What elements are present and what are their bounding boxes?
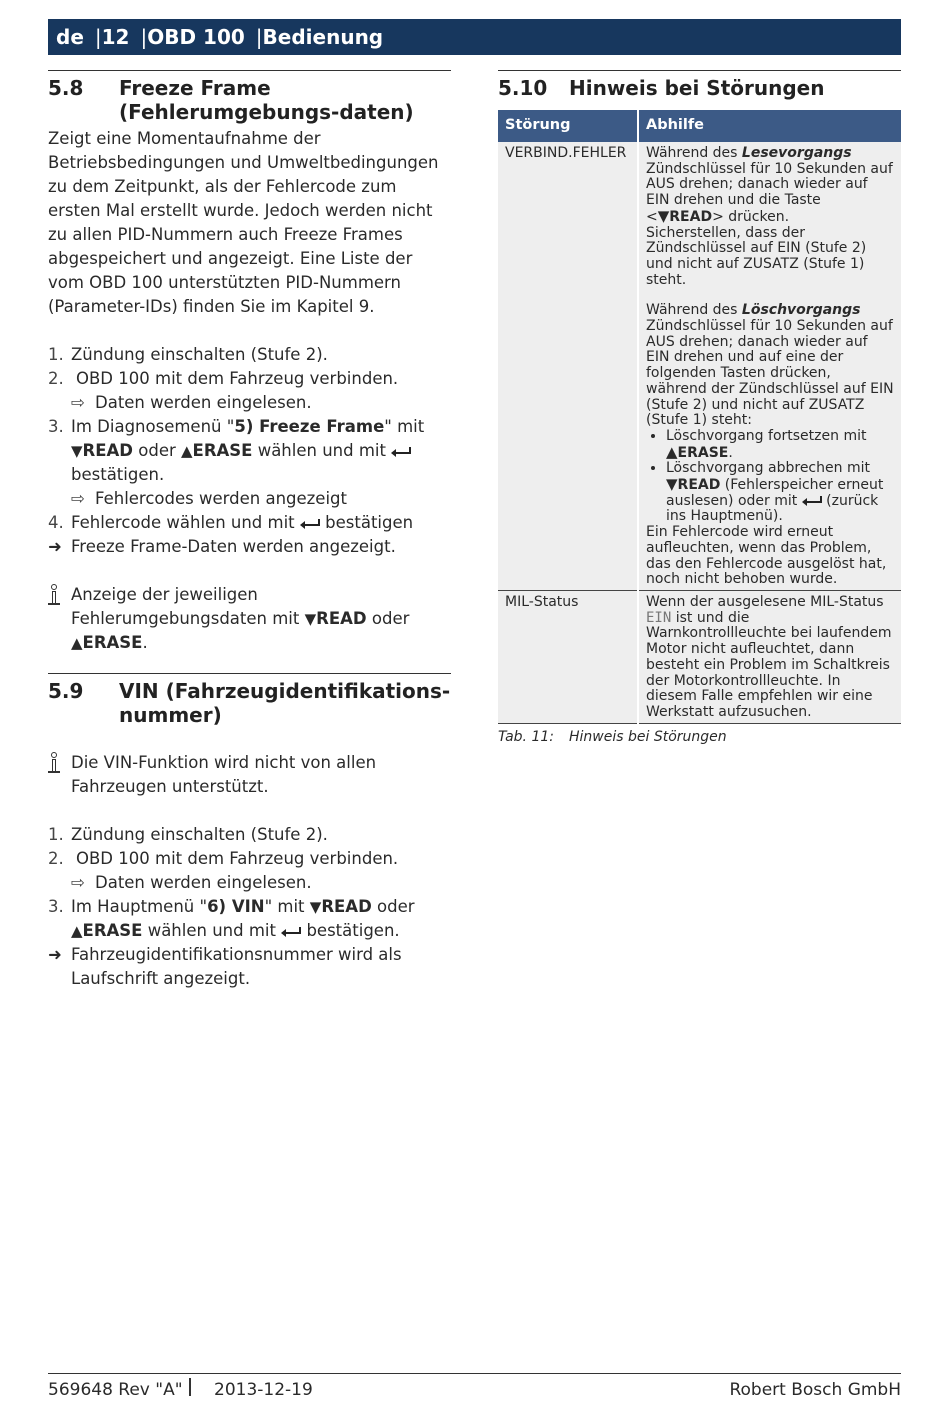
result-item: ⇨ Fehlercodes werden angezeigt xyxy=(48,487,451,511)
table-row xyxy=(498,590,901,723)
footer-company: Robert Bosch GmbH xyxy=(729,1380,901,1400)
table-caption: Tab. 11: Hinweis bei Störungen xyxy=(498,728,727,745)
triangle-down-icon: ▼ xyxy=(71,442,83,460)
info-icon xyxy=(48,584,60,606)
table-header-row xyxy=(498,110,901,142)
left-column xyxy=(48,70,451,991)
header-section: Bedienung xyxy=(262,25,384,49)
section-5-10-heading: 5.10 Hinweis bei Störungen xyxy=(498,76,825,100)
remedy-cell: Wenn der ausgelesene MIL-Status EIN ist und die Warnkontrollleuchte bei laufendem Motor nicht aufleuchtet, dann besteht ein Problem im Schaltkreis der Motorkontrollleuchte. In diesem Falle empfehlen wir eine Werkstatt aufzusuchen. xyxy=(638,590,901,723)
section-5-8-steps xyxy=(48,343,451,535)
fault-cell: VERBIND.FEHLER xyxy=(498,142,638,590)
section-5-8-intro: Zeigt eine Momentaufnahme der Betriebsbedingungen und Umweltbedingungen zu dem Zeitpunkt, als der Fehlercode zum ersten Mal erstellt wurde. Jedoch werden nicht zu allen PID-Nummern auch Freeze Frames abgespeichert und angezeigt. Eine Liste der vom OBD 100 unterstützten PID-Nummern (Parameter-IDs) finden Sie im Kapitel 9. xyxy=(48,129,439,316)
list-item: 2. OBD 100 mit dem Fahrzeug verbinden. xyxy=(48,849,399,868)
header-product: OBD 100 xyxy=(147,25,245,49)
triangle-down-icon: ▼ xyxy=(309,898,322,916)
result-arrow-icon: ⇨ xyxy=(71,873,85,892)
result-arrow-icon: ⇨ xyxy=(71,489,85,508)
arrow-right-icon: ➜ xyxy=(48,945,62,964)
result-item: ⇨ Daten werden eingelesen. xyxy=(48,871,451,895)
enter-key-icon xyxy=(300,519,320,529)
header-lang: de xyxy=(56,25,84,49)
footer-doc-number: 569648 Rev "A" xyxy=(48,1380,183,1400)
enter-key-icon xyxy=(802,496,822,506)
enter-key-icon xyxy=(281,927,301,937)
footer-divider xyxy=(189,1378,191,1396)
triangle-up-icon: ▲ xyxy=(666,442,678,461)
header-page-number: 12 xyxy=(101,25,130,49)
triangle-down-icon: ▼ xyxy=(304,610,317,628)
final-result: ➜ Freeze Frame-Daten werden angezeigt. xyxy=(48,535,451,559)
list-item: 1. Zündung einschalten (Stufe 2). xyxy=(48,345,328,364)
column-header: Abhilfe xyxy=(638,110,901,142)
section-5-9-steps xyxy=(48,823,451,943)
list-item: 3. Im Diagnosemenü "5) Freeze Frame" mit ▼READ oder ▲ERASE wählen und mit bestätigen. xyxy=(48,417,425,484)
footer-rule xyxy=(48,1373,901,1374)
page-header: de | 12 | OBD 100 | Bedienung xyxy=(48,19,901,55)
troubleshooting-table xyxy=(498,110,901,724)
section-5-9-heading: 5.9 VIN (Fahrzeugidentifikations-nummer) xyxy=(48,679,451,727)
result-item: ⇨ Daten werden eingelesen. xyxy=(48,391,451,415)
list-item: 4. Fehlercode wählen und mit bestätigen xyxy=(48,513,414,532)
section-5-8-heading: 5.8 Freeze Frame (Fehlerumgebungs-daten) xyxy=(48,76,414,124)
info-note: Anzeige der jeweiligen Fehlerumgebungsdaten mit ▼READ oder ▲ERASE. xyxy=(48,583,451,655)
table-row xyxy=(498,142,901,590)
remedy-cell: Während des Lesevorgangs Zündschlüssel für 10 Sekunden auf AUS drehen; danach wieder auf EIN drehen und die Taste <▼READ> drücken. Sicherstellen, dass der Zündschlüssel auf EIN (Stufe 2) und nicht auf ZUSATZ (Stufe 1) steht. Während des Löschvorgangs Zündschlüssel für 10 Sekunden auf AUS drehen; danach wieder auf EIN drehen und auf eine der folgenden Tasten drücken, während der Zündschlüssel auf EIN (Stufe 2) und nicht auf ZUSATZ (Stufe 1) steht: • Löschvorgang fortsetzen mit ▲ERASE. • Löschvorgang abbrechen mit ▼READ (Fehlerspeicher erneut auslesen) oder mit (zurück ins Hauptmenü). Ein Fehlercode wird erneut aufleuchten, wenn das Problem, das den Fehlercode ausgelöst hat, noch nicht behoben wurde. xyxy=(638,142,901,590)
info-note: Die VIN-Funktion wird nicht von allen Fahrzeugen unterstützt. xyxy=(48,751,451,799)
triangle-up-icon: ▲ xyxy=(181,442,193,460)
triangle-up-icon: ▲ xyxy=(71,634,83,652)
column-header: Störung xyxy=(498,110,638,142)
triangle-down-icon: ▼ xyxy=(657,206,670,225)
fault-cell: MIL-Status xyxy=(498,590,638,723)
info-icon xyxy=(48,752,60,774)
result-arrow-icon: ⇨ xyxy=(71,393,85,412)
list-item: 3. Im Hauptmenü "6) VIN" mit ▼READ oder ▲ERASE wählen und mit bestätigen. xyxy=(48,897,415,940)
arrow-right-icon: ➜ xyxy=(48,537,62,556)
right-column xyxy=(498,70,901,745)
enter-key-icon xyxy=(391,447,411,457)
triangle-up-icon: ▲ xyxy=(71,922,83,940)
list-item: 1. Zündung einschalten (Stufe 2). xyxy=(48,825,328,844)
triangle-down-icon: ▼ xyxy=(666,475,678,494)
list-item: 2. OBD 100 mit dem Fahrzeug verbinden. xyxy=(48,369,399,388)
footer-date: 2013-12-19 xyxy=(214,1380,313,1400)
final-result: ➜ Fahrzeugidentifikationsnummer wird als Laufschrift angezeigt. xyxy=(48,943,451,991)
